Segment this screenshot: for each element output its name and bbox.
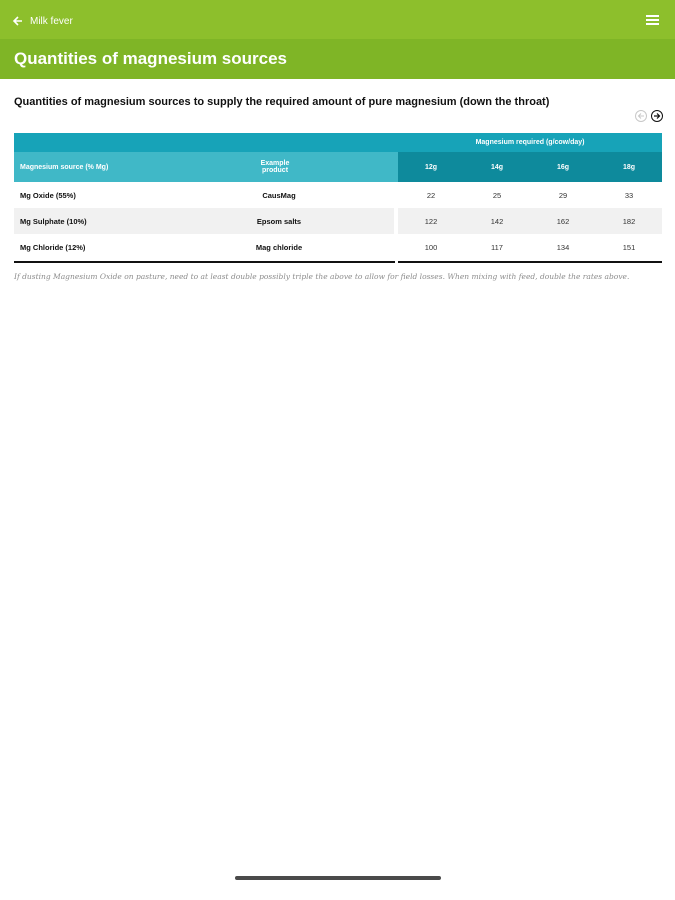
title-bar: [0, 39, 675, 79]
cell-value: 134: [556, 242, 570, 252]
top-bar: [0, 0, 675, 39]
arrow-left-icon: [12, 15, 24, 27]
cell-value: 117: [491, 242, 503, 252]
cell-product: CausMag: [262, 190, 296, 200]
cell-value: 25: [492, 190, 502, 200]
col-header-source: Magnesium source (% Mg): [14, 152, 164, 182]
table-row: [14, 234, 662, 260]
cell-source: Mg Sulphate (10%): [14, 208, 164, 234]
cell-value: 182: [596, 208, 662, 234]
table-bottom-rule: [398, 261, 662, 263]
table-nav: [635, 110, 663, 122]
cell-value: 33: [624, 190, 634, 200]
cell-value: 100: [424, 242, 438, 252]
cell-source: Mg Oxide (55%): [20, 190, 76, 200]
magnesium-table: [14, 133, 662, 260]
cell-value: 151: [622, 242, 636, 252]
table-heading: Quantities of magnesium sources to supply the required amount of pure magnesium (down the throat): [14, 96, 550, 108]
table-bottom-rule: [14, 261, 395, 263]
prev-button[interactable]: [635, 110, 647, 122]
cell-value: 162: [530, 208, 596, 234]
table-group-header-row: [14, 133, 662, 152]
arrow-circle-left-icon: [637, 112, 645, 120]
table-row: [14, 182, 662, 208]
table-header-blank: [14, 133, 398, 152]
page-title: Quantities of magnesium sources: [14, 49, 288, 68]
col-header-amount: 14g: [464, 152, 530, 182]
table-column-header-row: [14, 152, 662, 182]
cell-value: 142: [464, 208, 530, 234]
col-header-amount: 16g: [530, 152, 596, 182]
cell-value: 29: [558, 190, 568, 200]
cell-product: Epsom salts: [164, 208, 394, 234]
table-row: [14, 208, 662, 234]
magnesium-required-header: Magnesium required (g/cow/day): [398, 133, 662, 152]
cell-product: Mag chloride: [255, 242, 303, 252]
col-header-amount: 12g: [398, 152, 464, 182]
table-footnote: If dusting Magnesium Oxide on pasture, need to at least double possibly triple the above to allow for field losses. When mixing with feed, double the rates above.: [14, 272, 630, 281]
cell-value: 22: [426, 190, 436, 200]
cell-value: 122: [398, 208, 464, 234]
home-indicator: [235, 876, 441, 880]
arrow-circle-right-icon: [653, 112, 661, 120]
col-header-product: Example product: [164, 152, 394, 182]
back-button[interactable]: [12, 12, 73, 30]
next-button[interactable]: [651, 110, 663, 122]
hamburger-menu-icon[interactable]: [646, 15, 659, 26]
col-header-amount: 18g: [596, 152, 662, 182]
back-label: Milk fever: [30, 15, 73, 27]
cell-source: Mg Chloride (12%): [20, 242, 86, 252]
